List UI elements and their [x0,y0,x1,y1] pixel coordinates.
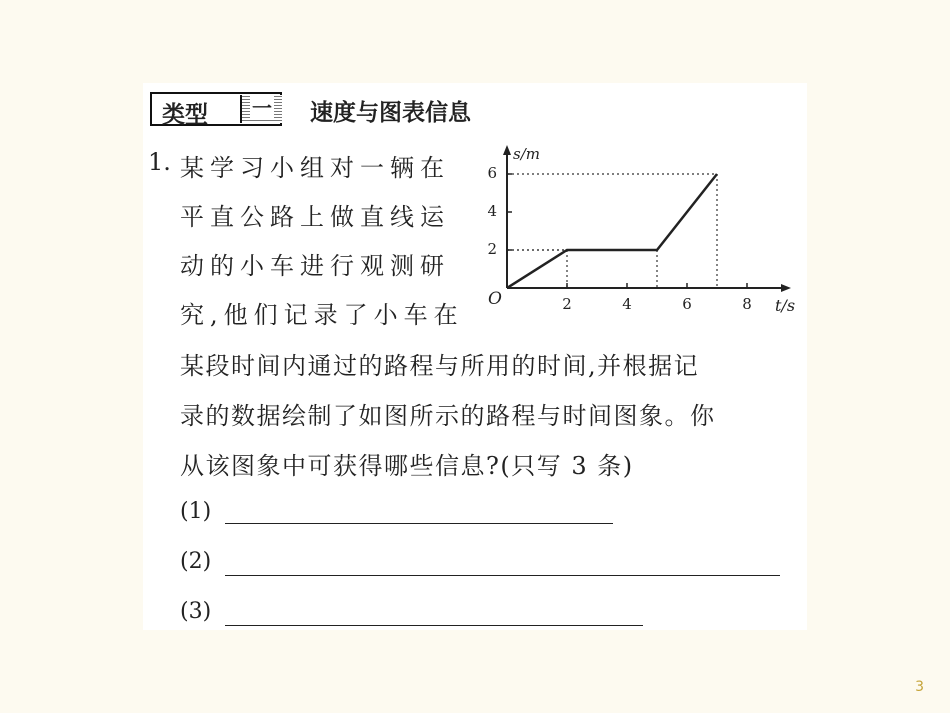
answer-label-3: (3) [180,599,212,624]
series-line [507,174,717,288]
x-tick-label: 6 [682,295,692,313]
y-tick-label: 2 [487,240,497,258]
x-tick-label: 8 [742,295,752,313]
answer-label-2: (2) [180,549,212,574]
answer-blank-1[interactable] [225,523,613,524]
question-text-line: 某段时间内通过的路程与所用的时间,并根据记 [180,352,700,380]
type-tag [150,92,282,126]
distance-time-graph [485,143,805,323]
question-text-line: 录的数据绘制了如图所示的路程与时间图象。你 [180,402,716,430]
x-axis-label: t/s [775,296,796,315]
question-text-line: 究,他们记录了小车在 [180,301,464,329]
x-axis-arrow [781,284,791,292]
question-text-line: 从该图象中可获得哪些信息?(只写 3 条) [180,452,634,480]
type-tag-number-box [240,95,282,123]
origin-label: O [488,289,502,309]
exercise-card [143,83,807,630]
x-tick-label: 4 [622,295,632,313]
x-tick-label: 2 [562,295,572,313]
type-tag-number: 一 [252,96,272,120]
answer-label-1: (1) [180,499,212,524]
type-tag-label: 类型 [162,102,208,128]
answer-blank-3[interactable] [225,625,643,626]
question-text-line: 某学习小组对一辆在 [180,154,450,182]
y-tick-label: 6 [487,164,497,182]
y-tick-label: 4 [487,202,497,220]
answer-blank-2[interactable] [225,575,780,576]
question-text-line: 动的小车进行观测研 [180,252,450,280]
y-axis-label: s/m [513,145,540,163]
graph-guidelines [507,174,717,288]
section-header [150,92,790,128]
axis-ticks [507,174,747,288]
page-number: 3 [915,679,924,695]
question-number: 1. [148,148,171,176]
question-text-line: 平直公路上做直线运 [180,203,450,231]
y-axis-arrow [503,145,511,155]
section-title: 速度与图表信息 [310,100,471,126]
